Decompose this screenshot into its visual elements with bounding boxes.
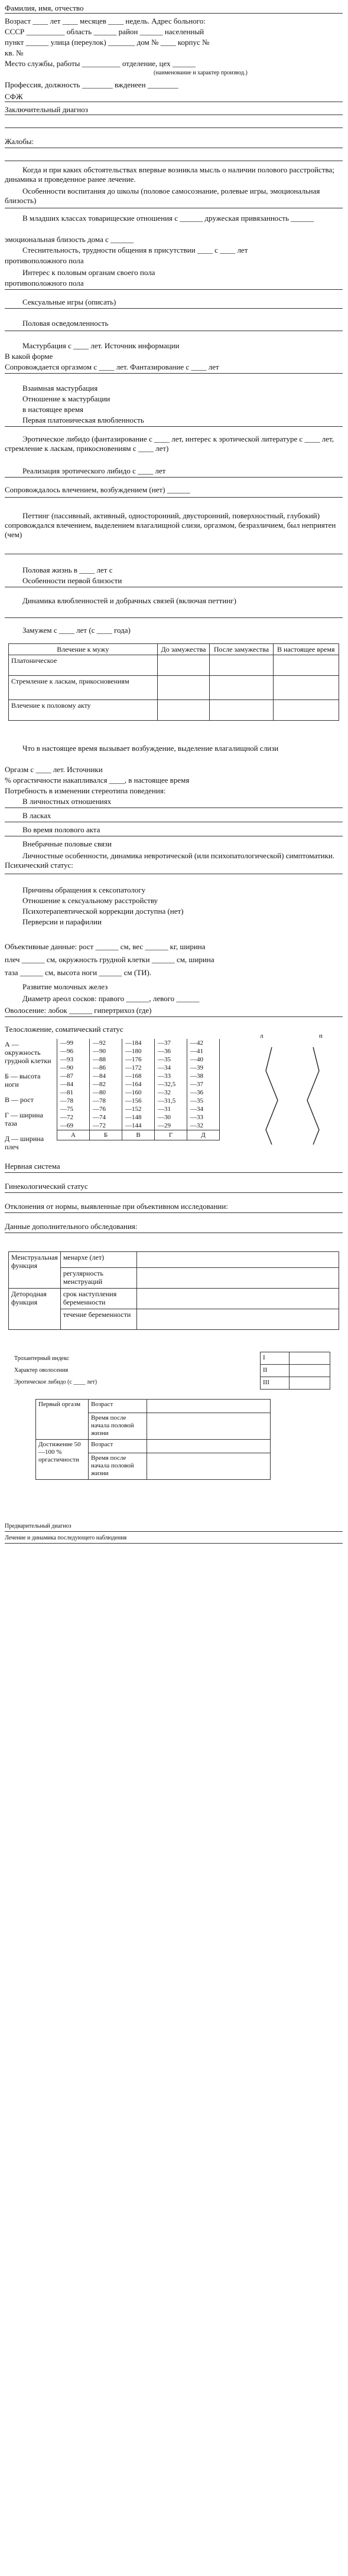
roman-2: II xyxy=(261,1365,290,1377)
somatic-cell: —156 xyxy=(122,1097,155,1105)
somatic-cell: —37 xyxy=(187,1080,220,1088)
table-cell[interactable] xyxy=(210,655,273,676)
somatic-title: Телосложение, соматический статус xyxy=(5,1025,123,1034)
now-text: в настоящее время xyxy=(22,405,84,414)
table-row xyxy=(57,1088,220,1097)
somatic-cell: —34 xyxy=(187,1105,220,1113)
somatic-cell: —38 xyxy=(187,1072,220,1080)
excite-text: Что в настоящее время вызывает возбуждение, выделение влагалищной слизи xyxy=(22,744,279,753)
label-p: п xyxy=(319,1032,323,1039)
orgasm-table xyxy=(35,1399,271,1480)
sexlife-text: Половая жизнь в ____ лет с xyxy=(22,565,113,574)
shy-text: Стеснительность, трудности общения в присутствии ____ с ____ лет xyxy=(22,246,248,254)
somatic-cell: —31 xyxy=(155,1105,187,1113)
legend-a: А — окружность грудной клетки xyxy=(5,1040,51,1065)
table-cell[interactable] xyxy=(136,1268,339,1289)
somatic-cell: —88 xyxy=(90,1055,122,1064)
breast-text: Развитие молочных желез xyxy=(22,982,108,991)
treat-line[interactable] xyxy=(5,1543,343,1544)
somatic-cell: —76 xyxy=(90,1105,122,1113)
table-row xyxy=(57,1064,220,1072)
upbringing-text: Особенности воспитания до школы (половое самосознание, ролевые игры, эмоциональная близость) xyxy=(5,187,320,205)
somatic-cell: —32,5 xyxy=(155,1080,187,1088)
somatic-cell: —82 xyxy=(90,1080,122,1088)
dev-line[interactable] xyxy=(5,1212,343,1213)
reach-cell: Достижение 50—100 % оргастичности xyxy=(36,1440,89,1480)
somatic-col-label: А xyxy=(57,1130,90,1140)
roman-table xyxy=(260,1352,330,1390)
prelim-line[interactable] xyxy=(5,1531,343,1532)
somatic-cell: —34 xyxy=(155,1064,187,1072)
realization-text: Реализация эротического либидо с ____ лет xyxy=(22,466,166,475)
attraction-head-0: Влечение к мужу xyxy=(9,644,158,655)
act-text: Во время полового акта xyxy=(22,825,100,834)
age-cell-2: Возраст xyxy=(89,1440,147,1453)
label-l: л xyxy=(260,1032,264,1039)
somatic-cell: —32 xyxy=(187,1122,220,1130)
add-text: Данные дополнительного обследования: xyxy=(5,1222,138,1231)
somatic-cell: —84 xyxy=(90,1072,122,1080)
fio-line[interactable] xyxy=(5,13,343,14)
roman-3: III xyxy=(261,1377,290,1390)
somatic-cell: —29 xyxy=(155,1122,187,1130)
somatic-cell: —31,5 xyxy=(155,1097,187,1105)
attraction-table xyxy=(8,643,339,721)
first-love-line[interactable] xyxy=(5,426,343,427)
areola-text: Диаметр ареол сосков: правого ______, левого ______ xyxy=(22,994,200,1003)
somatic-cell: —90 xyxy=(57,1064,90,1072)
rf-cell: Детородная функция xyxy=(9,1289,61,1330)
table-row xyxy=(57,1080,220,1088)
hair-text: Оволосение: лобок ______ гипертрихоз (где) xyxy=(5,1006,152,1015)
table-row xyxy=(57,1072,220,1080)
time-cell-2: Время после начала половой жизни xyxy=(89,1453,147,1480)
obj-row2: плеч ______ см, окружность грудной клетки ______ см, ширина xyxy=(5,955,214,964)
pct-text: % оргастичности накапливался ____, в настоящее время xyxy=(5,776,190,784)
table-cell[interactable] xyxy=(290,1352,330,1365)
table-cell[interactable] xyxy=(157,655,210,676)
somatic-cell: —168 xyxy=(122,1072,155,1080)
treat-text: Лечение и динамика последующего наблюдения xyxy=(5,1535,127,1541)
somatic-cell: —33 xyxy=(187,1113,220,1122)
right-contour-line xyxy=(307,1047,319,1145)
somatic-cell: —36 xyxy=(187,1088,220,1097)
masturb-text: Мастурбация с ____ лет. Источник информации xyxy=(22,341,180,350)
legend-b: Б — высота ноги xyxy=(5,1072,41,1088)
job-note: (наименование и характер производ.) xyxy=(154,70,248,76)
table-cell[interactable] xyxy=(136,1252,339,1268)
legend-d: Г — ширина таза xyxy=(5,1111,43,1127)
table-row xyxy=(57,1130,220,1140)
regular-cell: регулярность менструаций xyxy=(60,1268,136,1289)
somatic-cell: —87 xyxy=(57,1072,90,1080)
somatic-table xyxy=(57,1039,220,1140)
table-row xyxy=(57,1097,220,1105)
interest-text: Интерес к половым органам своего пола xyxy=(22,268,155,277)
job-row: Место службы, работы __________ отделение, цех ______ xyxy=(5,59,196,68)
somatic-cell: —35 xyxy=(155,1055,187,1064)
caress-text: В ласках xyxy=(22,811,51,820)
somatic-cell: —37 xyxy=(155,1039,187,1047)
accomp-text: Сопровождалось влечением, возбуждением (нет) ______ xyxy=(5,485,190,494)
attraction-head-3: В настоящее время xyxy=(273,644,339,655)
table-row xyxy=(57,1105,220,1113)
prof-row: Профессия, должность ________ вжденеен ________ xyxy=(5,80,178,89)
sexaware-text: Половая осведомленность xyxy=(22,319,109,328)
realization-line[interactable] xyxy=(5,477,343,478)
dev-text: Отклонения от нормы, выявленные при объективном исследовании: xyxy=(5,1202,228,1211)
somatic-legend xyxy=(5,1040,52,1151)
somatic-cell: —78 xyxy=(57,1097,90,1105)
somatic-cell: —184 xyxy=(122,1039,155,1047)
personal-text: В личностных отношениях xyxy=(22,797,112,806)
somatic-cell: —90 xyxy=(90,1047,122,1055)
juniors-text: В младших классах товарищеские отношения с ______ дружеская привязанность ______ xyxy=(22,214,314,223)
ussr-row: СССР __________ область ______ район ______ населенный xyxy=(5,27,204,36)
cur-orgasm-text: Оргазм с ____ лет. Источники xyxy=(5,765,103,774)
somatic-cell: —74 xyxy=(90,1113,122,1122)
age-cell-1: Возраст xyxy=(89,1400,147,1413)
course-cell: течение беременности xyxy=(60,1309,136,1330)
sexgames-line[interactable] xyxy=(5,308,343,309)
gyn-text: Гинекологический статус xyxy=(5,1182,88,1191)
somatic-cell: —144 xyxy=(122,1122,155,1130)
somatic-cell: —84 xyxy=(57,1080,90,1088)
table-cell[interactable] xyxy=(210,700,273,721)
prelim-text: Предварительный диагноз xyxy=(5,1523,71,1529)
somatic-cell: —69 xyxy=(57,1122,90,1130)
pervers-text: Перверсии и парафилии xyxy=(22,917,102,926)
roman-1: I xyxy=(261,1352,290,1365)
sfzh-label: СФЖ xyxy=(5,92,23,101)
mutual-text: Взаимная мастурбация xyxy=(22,384,98,393)
somatic-cell: —180 xyxy=(122,1047,155,1055)
somatic-cell: —42 xyxy=(187,1039,220,1047)
table-cell[interactable] xyxy=(147,1413,271,1440)
dynamics-line[interactable] xyxy=(5,617,343,618)
form-text: В какой форме xyxy=(5,352,53,361)
opp-text: противоположного пола xyxy=(5,256,84,265)
somatic-cell: —40 xyxy=(187,1055,220,1064)
when-text: Когда и при каких обстоятельствах впервые возникла мысль о наличии полового расстройства; динамика и проведенное ранее лечение. xyxy=(5,165,334,184)
mf-cell: Менструальная функция xyxy=(9,1252,61,1289)
table-row xyxy=(57,1113,220,1122)
blibido-text: Эротическое либидо (с ____ лет) xyxy=(14,1379,97,1385)
dynamics-text: Динамика влюбленностей и добрачных связей (включая петтинг) xyxy=(22,596,236,605)
somatic-cell: —80 xyxy=(90,1088,122,1097)
somatic-cell: —164 xyxy=(122,1080,155,1088)
attraction-head-2: После замужества xyxy=(210,644,273,655)
table-row xyxy=(9,1252,339,1268)
table-row xyxy=(9,676,339,700)
bhair-text: Характер оволосения xyxy=(14,1367,69,1374)
table-row xyxy=(57,1047,220,1055)
somatic-cell: —96 xyxy=(57,1047,90,1055)
table-cell[interactable] xyxy=(157,676,210,700)
petting-text: Петтинг (пассивный, активный, односторонний, двусторонний, поверхностный, глубокий) сопровождался влечением, выделением влагалищной слизи, оргазмом, безразличием, был неприятен (чем) xyxy=(5,511,336,539)
first-text: Особенности первой близости xyxy=(22,576,122,585)
interest-line[interactable] xyxy=(5,289,343,290)
legend-c: В — рост xyxy=(5,1096,34,1104)
somatic-cell: —72 xyxy=(90,1122,122,1130)
hair-line[interactable] xyxy=(5,1016,343,1017)
somatic-col-label: Г xyxy=(155,1130,187,1140)
obj-row3: таза ______ см, высота ноги ______ см (ТИ). xyxy=(5,968,152,977)
table-cell[interactable] xyxy=(147,1440,271,1453)
somatic-cell: —33 xyxy=(155,1072,187,1080)
time-cell-1: Время после начала половой жизни xyxy=(89,1413,147,1440)
attraction-header-row xyxy=(9,644,339,655)
orgasm-text: Сопровождается оргазмом с ____ лет. Фантазирование с ____ лет xyxy=(5,362,219,371)
emo-text: эмоциональная близость дома с ______ xyxy=(5,235,134,244)
table-row xyxy=(57,1122,220,1130)
somatic-cell: —75 xyxy=(57,1105,90,1113)
attraction-row-0: Платоническое xyxy=(9,655,158,676)
table-row xyxy=(9,655,339,676)
table-cell[interactable] xyxy=(290,1377,330,1390)
table-cell[interactable] xyxy=(147,1453,271,1480)
attraction-row-2: Влечение к половому акту xyxy=(9,700,158,721)
psych-text: Личностные особенности, динамика невротической (или психопатологической) симптоматики. Психический статус: xyxy=(5,851,335,869)
need-text: Потребность в изменении стереотипа поведения: xyxy=(5,786,166,795)
attraction-row-1: Стремление к ласкам, прикосновениям xyxy=(9,676,158,700)
extra-text: Внебрачные половые связи xyxy=(22,839,112,848)
accomp-line[interactable] xyxy=(5,497,343,498)
menarche-cell: менархе (лет) xyxy=(60,1252,136,1268)
body-contour-figure xyxy=(248,1029,337,1148)
somatic-cell: —41 xyxy=(187,1047,220,1055)
table-cell[interactable] xyxy=(273,655,339,676)
erotic-text: Эротическое либидо (фантазирование с ____ лет, интерес к эротической литературе с ____ лет, стремление к ласкам, прикосновениям с ____ лет) xyxy=(5,434,334,453)
table-row xyxy=(261,1352,330,1365)
somatic-cell: —81 xyxy=(57,1088,90,1097)
nerv-line[interactable] xyxy=(5,1172,343,1173)
table-row xyxy=(9,700,339,721)
table-cell[interactable] xyxy=(147,1400,271,1413)
somatic-cell: —176 xyxy=(122,1055,155,1064)
somatic-cell: —148 xyxy=(122,1113,155,1122)
left-contour-line xyxy=(266,1047,278,1145)
somatic-cell: —78 xyxy=(90,1097,122,1105)
table-cell[interactable] xyxy=(210,676,273,700)
corr-text: Психотерапевтической коррекции доступна (нет) xyxy=(22,907,184,916)
married-text: Замужем с ____ лет (с ____ года) xyxy=(22,626,131,635)
complaints-label: Жалобы: xyxy=(5,137,34,146)
somatic-cell: —72 xyxy=(57,1113,90,1122)
gyn-line[interactable] xyxy=(5,1192,343,1193)
table-cell[interactable] xyxy=(273,676,339,700)
somatic-cell: —99 xyxy=(57,1039,90,1047)
table-row xyxy=(261,1365,330,1377)
somatic-cell: —32 xyxy=(155,1088,187,1097)
apt-row: кв. № xyxy=(5,48,24,57)
sexgames-text: Сексуальные игры (описать) xyxy=(22,298,116,306)
somatic-cell: —36 xyxy=(155,1047,187,1055)
somatic-cell: —86 xyxy=(90,1064,122,1072)
somatic-cell: —35 xyxy=(187,1097,220,1105)
table-row xyxy=(57,1055,220,1064)
somatic-cell: —92 xyxy=(90,1039,122,1047)
obj-row1: Объективные данные: рост ______ см, вес ______ кг, ширина xyxy=(5,942,206,951)
table-row xyxy=(36,1440,271,1453)
age-row: Возраст ____ лет ____ месяцев ____ недель. Адрес больного: xyxy=(5,17,206,25)
troh-text: Трохантерный индекс xyxy=(14,1355,70,1362)
table-row xyxy=(57,1039,220,1047)
nerv-text: Нервная система xyxy=(5,1162,60,1171)
term-cell: срок наступления беременности xyxy=(60,1289,136,1309)
somatic-cell: —172 xyxy=(122,1064,155,1072)
somatic-col-label: Д xyxy=(187,1130,220,1140)
table-row xyxy=(36,1400,271,1413)
first-orgasm-cell: Первый оргазм xyxy=(36,1400,89,1440)
attitude-text: Отношение к мастурбации xyxy=(22,394,110,403)
somatic-col-label: Б xyxy=(90,1130,122,1140)
street-row: пункт ______ улица (переулок) _______ дом № ____ корпус № xyxy=(5,38,210,47)
table-cell[interactable] xyxy=(290,1365,330,1377)
relation-text: Отношение к сексуальному расстройству xyxy=(22,896,158,905)
attraction-head-1: До замужества xyxy=(157,644,210,655)
causes-text: Причины обращения к сексопатологу xyxy=(22,885,146,894)
somatic-cell: —39 xyxy=(187,1064,220,1072)
table-cell[interactable] xyxy=(136,1309,339,1330)
menstrual-table xyxy=(8,1251,339,1330)
interest2-text: противоположного пола xyxy=(5,279,84,287)
somatic-cell: —152 xyxy=(122,1105,155,1113)
table-cell[interactable] xyxy=(157,700,210,721)
orgasm-line[interactable] xyxy=(5,373,343,374)
table-row xyxy=(9,1289,339,1309)
legend-e: Д — ширина плеч xyxy=(5,1135,44,1151)
table-cell[interactable] xyxy=(273,700,339,721)
diag-label: Заключительный диагноз xyxy=(5,105,88,114)
somatic-cell: —30 xyxy=(155,1113,187,1122)
fio-label: Фамилия, имя, отчество xyxy=(5,4,84,12)
table-cell[interactable] xyxy=(136,1289,339,1309)
first-love-text: Первая платоническая влюбленность xyxy=(22,416,144,424)
somatic-cell: —160 xyxy=(122,1088,155,1097)
somatic-cell: —93 xyxy=(57,1055,90,1064)
table-row xyxy=(261,1377,330,1390)
somatic-col-label: В xyxy=(122,1130,155,1140)
